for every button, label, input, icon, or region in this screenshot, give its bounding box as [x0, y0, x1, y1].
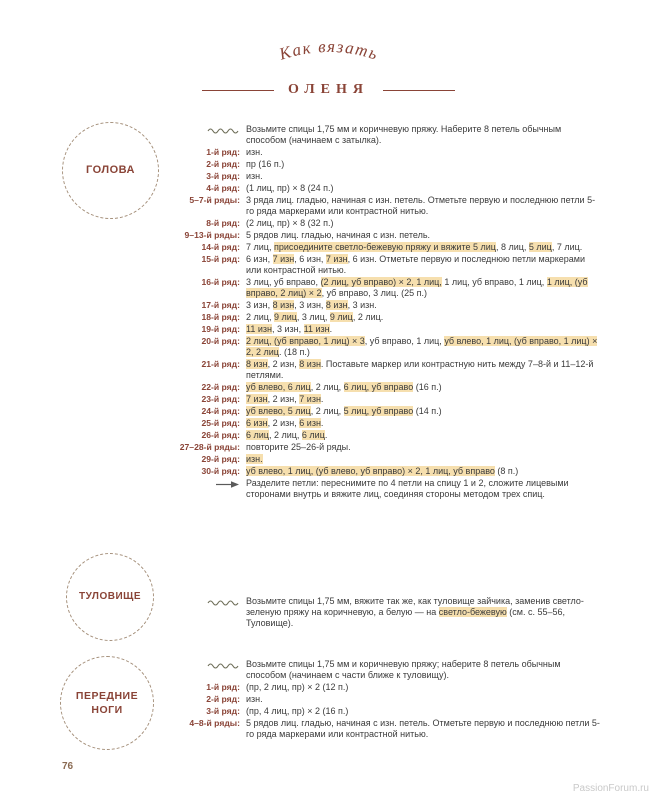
pattern-row	[176, 218, 601, 229]
pattern-row	[176, 277, 601, 299]
svg-text:Как вязать	[276, 37, 381, 64]
arc-title	[214, 26, 444, 80]
row-text: 5 рядов лиц. гладью, начиная с изн. петель.	[246, 230, 431, 240]
row-text: уб влево, 1 лиц, (уб влево, уб вправо) × 2, 1 лиц, уб вправо (8 п.)	[246, 466, 519, 476]
pattern-row	[176, 254, 601, 276]
watermark: PassionForum.ru	[572, 783, 649, 794]
pattern-row	[176, 242, 601, 253]
highlighted-text: 11 изн	[246, 324, 272, 334]
highlighted-text: 8 изн	[246, 359, 268, 369]
page-number: 76	[62, 761, 74, 772]
row-label: 26-й ряд:	[201, 430, 240, 440]
highlighted-text: 6 изн	[299, 418, 321, 428]
pattern-row	[176, 159, 601, 170]
row-text: Возьмите спицы 1,75 мм и коричневую пряжу; наберите 8 петель обычным способом (начинаем с части ближе к туловищу).	[246, 659, 561, 680]
row-text: пр (16 п.)	[246, 159, 285, 169]
row-label: 8-й ряд:	[206, 218, 240, 228]
highlighted-text: 1 лиц, (уб вправо, 2 лиц) × 2	[246, 277, 588, 298]
row-label: 23-й ряд:	[201, 394, 240, 404]
row-text: Возьмите спицы 1,75 мм и коричневую пряжу. Наберите 8 петель обычным способом (начинаем с затылка).	[246, 124, 562, 145]
row-text: (пр, 4 лиц, пр) × 2 (16 п.)	[246, 706, 349, 716]
pattern-row	[176, 394, 601, 405]
row-label: 15-й ряд:	[201, 254, 240, 264]
row-label: 14-й ряд:	[201, 242, 240, 252]
pattern-row	[176, 430, 601, 441]
note-icon-cell	[176, 659, 246, 681]
highlighted-text: 9 лиц	[273, 312, 297, 322]
pattern-row	[176, 312, 601, 323]
section-circle-front-legs-label: ПЕРЕДНИЕ НОГИ	[75, 689, 139, 716]
highlighted-text: 6 лиц	[246, 430, 269, 440]
highlighted-text: уб влево, 1 лиц, (уб влево, уб вправо) × 2, 1 лиц, уб вправо	[246, 466, 495, 476]
pattern-note	[176, 478, 601, 500]
highlighted-text: уб влево, 5 лиц	[246, 406, 311, 416]
section-circle-body	[66, 553, 154, 641]
row-label: 25-й ряд:	[201, 418, 240, 428]
row-text: 2 лиц, (уб вправо, 1 лиц) × 3, уб вправо, 1 лиц, уб влево, 1 лиц, (уб вправо, 1 лиц) × 2, 2 лиц. (18 п.)	[246, 336, 598, 357]
highlighted-text: уб влево, 6 лиц	[246, 382, 311, 392]
note-icon-cell	[176, 596, 246, 629]
row-text	[246, 454, 601, 465]
pattern-row	[176, 324, 601, 335]
section-circle-front-legs	[60, 656, 154, 750]
row-label: 17-й ряд:	[201, 300, 240, 310]
row-label: 30-й ряд:	[201, 466, 240, 476]
section-circle-body-label: ТУЛОВИЩЕ	[78, 591, 141, 603]
pattern-row	[176, 682, 601, 693]
instructions-front-legs	[176, 659, 601, 741]
row-label: 20-й ряд:	[201, 336, 240, 346]
highlighted-text: 8 изн	[325, 300, 348, 310]
row-text: 3 лиц, уб вправо, (2 лиц, уб вправо) × 2, 1 лиц, 1 лиц, уб вправо, 1 лиц, 1 лиц, (уб вправо, 2 лиц) × 2, уб вправо, 3 лиц. (25 п.)	[246, 277, 588, 298]
highlighted-text: 9 лиц	[329, 312, 353, 322]
row-text: 6 лиц, 2 лиц, 6 лиц.	[246, 430, 328, 440]
pattern-row	[176, 382, 601, 393]
pattern-note	[176, 124, 601, 146]
row-text: (1 лиц, пр) × 8 (24 п.)	[246, 183, 334, 193]
pattern-row	[176, 171, 601, 182]
section-circle-head-label: ГОЛОВА	[86, 164, 135, 177]
highlighted-text: 7 изн	[325, 254, 348, 264]
row-label: 1-й ряд:	[206, 147, 240, 157]
highlighted-text: 5 лиц	[528, 242, 552, 252]
row-label: 9–13-й ряды:	[184, 230, 240, 240]
page-title: ОЛЕНЯ	[288, 82, 369, 97]
instructions-head	[176, 124, 601, 501]
title-rule-right	[383, 90, 455, 91]
row-label: 16-й ряд:	[201, 277, 240, 287]
row-label: 27–28-й ряды:	[179, 442, 240, 452]
row-text: 7 изн, 2 изн, 7 изн.	[246, 394, 324, 404]
row-label: 3-й ряд:	[206, 171, 240, 181]
arc-title-text: Как вязать	[276, 36, 381, 64]
row-text: 11 изн, 3 изн, 11 изн.	[246, 324, 333, 334]
yarn-squiggle-icon	[207, 126, 240, 135]
row-label: 29-й ряд:	[201, 454, 240, 464]
pattern-row	[176, 359, 601, 381]
highlighted-text: 2 лиц, (уб вправо, 1 лиц) × 3	[246, 336, 365, 346]
pattern-note	[176, 659, 601, 681]
highlighted-text: 6 изн	[246, 418, 268, 428]
highlighted-text: присоедините светло-бежевую пряжу и вяжите 5 лиц	[273, 242, 496, 252]
row-label: 5–7-й ряды:	[189, 195, 240, 205]
row-text: (пр, 2 лиц, пр) × 2 (12 п.)	[246, 682, 349, 692]
instructions-body	[176, 596, 601, 630]
row-label: 2-й ряд:	[206, 159, 240, 169]
pattern-row	[176, 718, 601, 740]
note-icon-cell	[176, 124, 246, 146]
pattern-row	[176, 418, 601, 429]
row-label: 4-й ряд:	[206, 183, 240, 193]
row-text: 6 изн, 7 изн, 6 изн, 7 изн, 6 изн. Отметьте первую и последнюю петли маркерами или контрастной нитью.	[246, 254, 586, 275]
highlighted-text: 11 изн	[303, 324, 330, 334]
divide-arrow-icon	[215, 480, 240, 489]
row-label: 1-й ряд:	[206, 682, 240, 692]
pattern-row	[176, 183, 601, 194]
row-text: изн.	[246, 171, 263, 181]
yarn-squiggle-icon	[207, 661, 240, 670]
highlighted-text: 7 изн	[272, 254, 295, 264]
row-text: изн.	[246, 147, 263, 157]
row-label: 19-й ряд:	[201, 324, 240, 334]
highlighted-text: светло-бежевую	[438, 607, 507, 617]
row-text: 3 изн, 8 изн, 3 изн, 8 изн, 3 изн.	[246, 300, 377, 310]
row-text: 8 изн, 2 изн, 8 изн. Поставьте маркер или контрастную нить между 7–8-й и 11–12-й петлями.	[246, 359, 594, 380]
highlighted-text: 7 изн	[246, 394, 268, 404]
row-text: повторите 25–26-й ряды.	[246, 442, 351, 452]
title-rule-left	[202, 90, 274, 91]
row-text: 7 лиц, присоедините светло-бежевую пряжу и вяжите 5 лиц, 8 лиц, 5 лиц, 7 лиц.	[246, 242, 583, 252]
row-text: 6 изн, 2 изн, 6 изн.	[246, 418, 324, 428]
row-text: Возьмите спицы 1,75 мм, вяжите так же, как туловище зайчика, заменив светло-зеленую пряжу на коричневую, а белую — на светло-бежевую (см. с. 55–56, Туловище).	[246, 596, 584, 628]
highlighted-text: 5 лиц, уб вправо	[343, 406, 414, 416]
row-label: 21-й ряд:	[201, 359, 240, 369]
row-label: 4–8-й ряды:	[189, 718, 240, 728]
pattern-row	[176, 230, 601, 241]
row-label: 3-й ряд:	[206, 706, 240, 716]
row-text: 3 ряда лиц. гладью, начиная с изн. петель. Отметьте первую и последнюю петли 5-го ряда маркерами или контрастной нитью.	[246, 195, 596, 216]
pattern-row	[176, 706, 601, 717]
yarn-squiggle-icon	[207, 598, 240, 607]
row-label: 18-й ряд:	[201, 312, 240, 322]
pattern-row	[176, 147, 601, 158]
pattern-row	[176, 195, 601, 217]
pattern-row	[176, 694, 601, 705]
highlighted-text: 7 изн	[299, 394, 321, 404]
pattern-row	[176, 454, 601, 465]
pattern-note	[176, 596, 601, 629]
note-icon-cell	[176, 478, 246, 500]
row-text: (2 лиц, пр) × 8 (32 п.)	[246, 218, 334, 228]
row-text: Разделите петли: переснимите по 4 петли на спицу 1 и 2, сложите лицевыми сторонами внутрь и вяжите лиц, соединяя стороны методом трех спиц.	[246, 478, 569, 499]
highlighted-text: уб влево, 1 лиц, (уб вправо, 1 лиц) × 2, 2 лиц	[246, 336, 598, 357]
pattern-row	[176, 466, 601, 477]
highlighted-text: изн.	[246, 454, 263, 464]
row-label: 2-й ряд:	[206, 694, 240, 704]
row-text: изн.	[246, 694, 263, 704]
highlighted-text: (2 лиц, уб вправо) × 2, 1 лиц,	[320, 277, 442, 287]
row-label: 24-й ряд:	[201, 406, 240, 416]
highlighted-text: 6 лиц	[301, 430, 325, 440]
pattern-row	[176, 442, 601, 453]
row-label: 22-й ряд:	[201, 382, 240, 392]
highlighted-text: 8 изн	[299, 359, 321, 369]
highlighted-text: 6 лиц, уб вправо	[343, 382, 414, 392]
title-row	[0, 82, 657, 98]
row-text: 2 лиц, 9 лиц, 3 лиц, 9 лиц, 2 лиц.	[246, 312, 384, 322]
pattern-row	[176, 336, 601, 358]
section-circle-head	[62, 122, 159, 219]
row-text: 5 рядов лиц. гладью, начиная с изн. петель. Отметьте первую и последнюю петли 5-го ряда маркерами или контрастной нитью.	[246, 718, 600, 739]
row-text: уб влево, 5 лиц, 2 лиц, 5 лиц, уб вправо (14 п.)	[246, 406, 442, 416]
pattern-row	[176, 300, 601, 311]
highlighted-text: 8 изн	[272, 300, 295, 310]
page-header	[0, 26, 657, 98]
row-text: уб влево, 6 лиц, 2 лиц, 6 лиц, уб вправо (16 п.)	[246, 382, 442, 392]
pattern-row	[176, 406, 601, 417]
